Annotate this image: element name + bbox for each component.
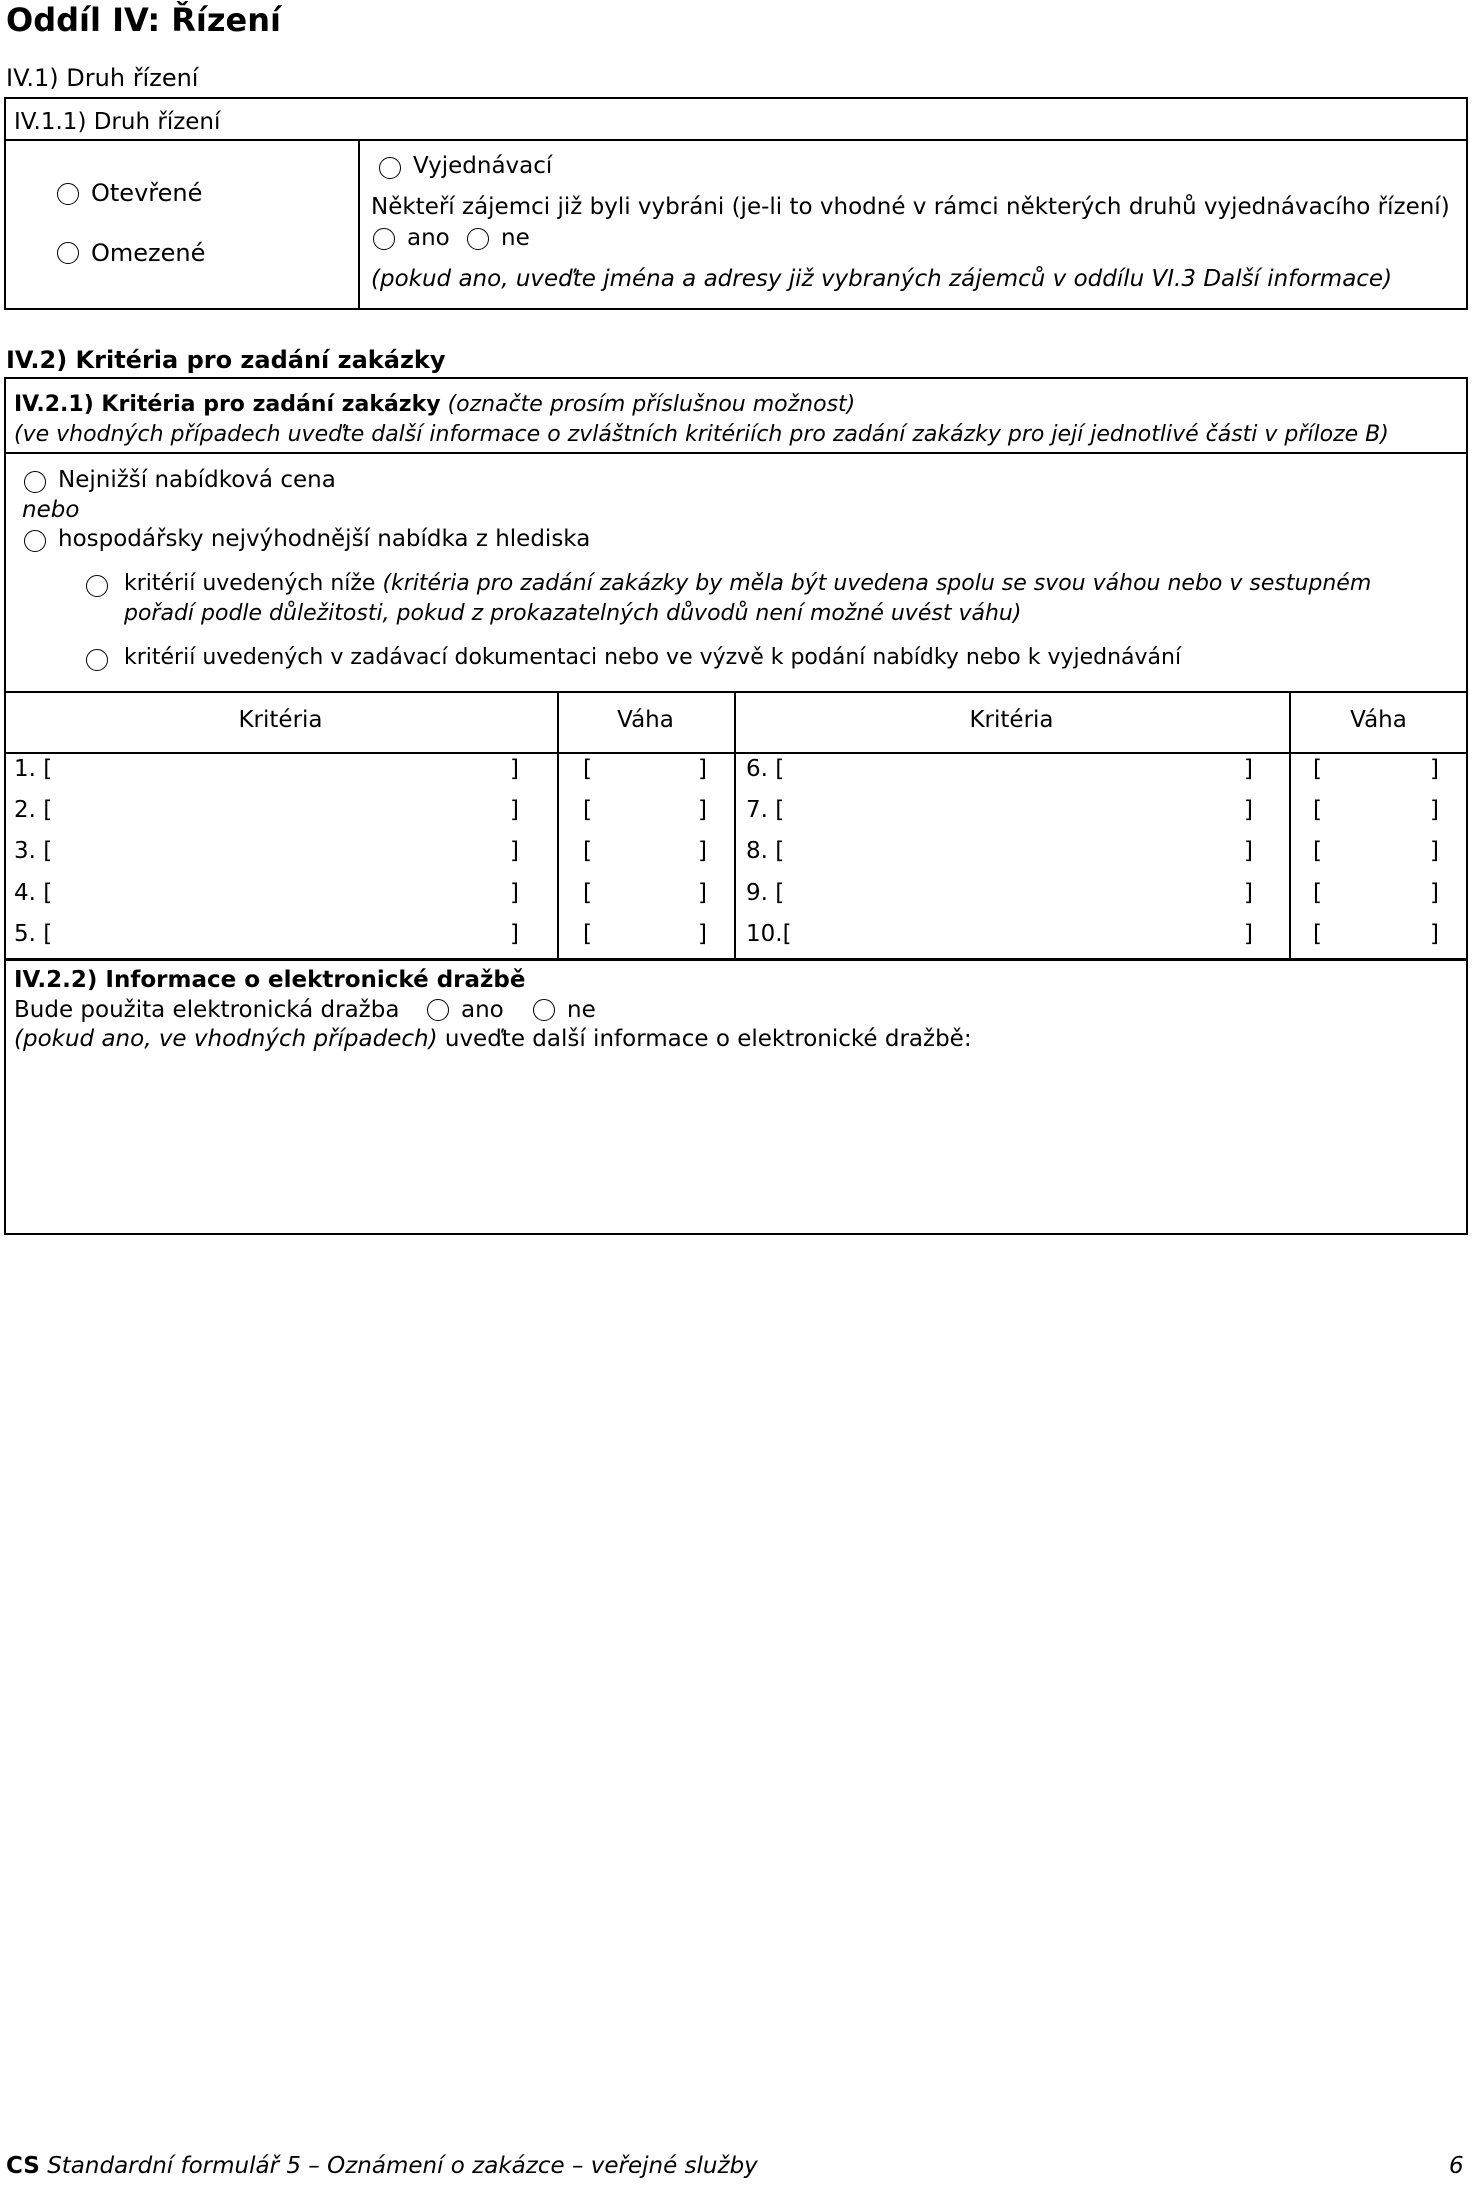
- criteria-8-close: ]: [1244, 838, 1253, 864]
- col-criteria-left: Kritéria: [238, 707, 323, 733]
- radio-open[interactable]: [57, 183, 79, 205]
- weight-8-close: ]: [1430, 838, 1439, 864]
- label-eauction-no: ne: [567, 997, 596, 1023]
- criteria-below-text: kritérií uvedených níže: [124, 571, 383, 596]
- radio-eauction-yes[interactable]: [427, 999, 449, 1021]
- criteria-below-note-b: pořadí podle důležitosti, pokud z prokazatelných důvodů není možné uvést váhu): [124, 601, 1022, 626]
- weight-5-close: ]: [698, 921, 707, 947]
- iv1-sub-heading: IV.1.1) Druh řízení: [14, 109, 221, 135]
- candidates-note: (pokud ano, uveďte jména a adresy již vybraných zájemců v oddílu VI.3 Další informace): [371, 266, 1393, 292]
- weight-9-close: ]: [1430, 880, 1439, 906]
- criteria-1-open: 1. [: [14, 756, 53, 782]
- weight-2-open: [: [583, 797, 592, 823]
- radio-lowest-price[interactable]: [24, 471, 46, 493]
- radio-meat[interactable]: [24, 530, 46, 552]
- radio-criteria-docs[interactable]: [86, 649, 108, 671]
- label-meat: hospodářsky nejvýhodnější nabídka z hlediska: [58, 526, 591, 552]
- footer-left: [6, 2155, 758, 2178]
- criteria-1-close: ]: [510, 756, 519, 782]
- label-open: Otevřené: [91, 179, 203, 207]
- weight-8-open: [: [1313, 838, 1322, 864]
- criteria-5-close: ]: [510, 921, 519, 947]
- eauction-note-italic: (pokud ano, ve vhodných případech): [14, 1026, 438, 1052]
- criteria-2-close: ]: [510, 797, 519, 823]
- radio-candidates-yes[interactable]: [373, 228, 395, 250]
- label-eauction-yes: ano: [461, 997, 504, 1023]
- weight-2-close: ]: [698, 797, 707, 823]
- weight-10-close: ]: [1430, 921, 1439, 947]
- col-weight-right: Váha: [1350, 707, 1407, 733]
- weight-5-open: [: [583, 921, 592, 947]
- section-title: Oddíl IV: Řízení: [6, 1, 281, 39]
- criteria-8-open: 8. [: [746, 838, 785, 864]
- criteria-9-open: 9. [: [746, 880, 785, 906]
- criteria-10-close: ]: [1244, 921, 1253, 947]
- radio-restricted[interactable]: [57, 242, 79, 264]
- label-candidates-no: ne: [501, 225, 530, 251]
- col-weight-left: Váha: [617, 707, 674, 733]
- weight-7-open: [: [1313, 797, 1322, 823]
- footer-lang: CS: [6, 2153, 40, 2179]
- criteria-2-open: 2. [: [14, 797, 53, 823]
- criteria-5-open: 5. [: [14, 921, 53, 947]
- eauction-note: [14, 1028, 972, 1051]
- criteria-6-close: ]: [1244, 756, 1253, 782]
- radio-candidates-no[interactable]: [467, 228, 489, 250]
- radio-negotiated[interactable]: [379, 157, 401, 179]
- label-negotiated: Vyjednávací: [413, 153, 553, 179]
- label-lowest-price: Nejnižší nabídková cena: [58, 467, 336, 493]
- page-number: 6: [1449, 2153, 1464, 2179]
- weight-4-open: [: [583, 880, 592, 906]
- criteria-3-close: ]: [510, 838, 519, 864]
- label-or: nebo: [22, 497, 80, 523]
- weight-10-open: [: [1313, 921, 1322, 947]
- criteria-4-open: 4. [: [14, 880, 53, 906]
- table-header-line: [4, 752, 1468, 754]
- iv21-heading-italic: (označte prosím příslušnou možnost): [440, 392, 856, 417]
- weight-1-close: ]: [698, 756, 707, 782]
- label-criteria-docs: kritérií uvedených v zadávací dokumentaci nebo ve výzvě k podání nabídky nebo k vyjednávání: [124, 645, 1182, 670]
- criteria-9-close: ]: [1244, 880, 1253, 906]
- label-candidates-yes: ano: [407, 225, 450, 251]
- eauction-note-text: uveďte další informace o elektronické dražbě:: [437, 1026, 972, 1052]
- divider: [4, 139, 1468, 141]
- iv1-heading: IV.1) Druh řízení: [6, 64, 199, 92]
- radio-criteria-below[interactable]: [86, 575, 108, 597]
- weight-3-open: [: [583, 838, 592, 864]
- criteria-7-close: ]: [1244, 797, 1253, 823]
- criteria-4-close: ]: [510, 880, 519, 906]
- footer-form: Standardní formulář 5 – Oznámení o zakázce – veřejné služby: [47, 2153, 758, 2179]
- label-criteria-below: [124, 573, 1371, 595]
- divider: [358, 139, 360, 310]
- candidates-text: Někteří zájemci již byli vybráni (je-li to vhodné v rámci některých druhů vyjednávacího řízení): [371, 194, 1450, 220]
- iv21-heading-bold: IV.2.1) Kritéria pro zadání zakázky: [14, 392, 441, 417]
- criteria-6-open: 6. [: [746, 756, 785, 782]
- eauction-question: Bude použita elektronická dražba: [14, 997, 400, 1023]
- eauction-heading: IV.2.2) Informace o elektronické dražbě: [14, 967, 526, 993]
- weight-6-close: ]: [1430, 756, 1439, 782]
- iv21-heading: [14, 394, 855, 416]
- criteria-7-open: 7. [: [746, 797, 785, 823]
- weight-9-open: [: [1313, 880, 1322, 906]
- radio-eauction-no[interactable]: [533, 999, 555, 1021]
- eauction-info-area[interactable]: [10, 1062, 1462, 1228]
- criteria-10-open: 10.[: [746, 921, 792, 947]
- iv21-note: (ve vhodných případech uveďte další informace o zvláštních kritériích pro zadání zakázky pro její jednotlivé části v příloze B): [14, 422, 1389, 447]
- divider: [4, 452, 1468, 454]
- weight-1-open: [: [583, 756, 592, 782]
- iv2-heading: IV.2) Kritéria pro zadání zakázky: [6, 346, 446, 374]
- divider: [4, 959, 1468, 961]
- weight-7-close: ]: [1430, 797, 1439, 823]
- weight-4-close: ]: [698, 880, 707, 906]
- col-criteria-right: Kritéria: [969, 707, 1054, 733]
- weight-3-close: ]: [698, 838, 707, 864]
- label-restricted: Omezené: [91, 239, 206, 267]
- table-top-line: [4, 691, 1468, 693]
- weight-6-open: [: [1313, 756, 1322, 782]
- criteria-3-open: 3. [: [14, 838, 53, 864]
- criteria-below-note-a: (kritéria pro zadání zakázky by měla být uvedena spolu se svou váhou nebo v sestupném: [382, 571, 1372, 596]
